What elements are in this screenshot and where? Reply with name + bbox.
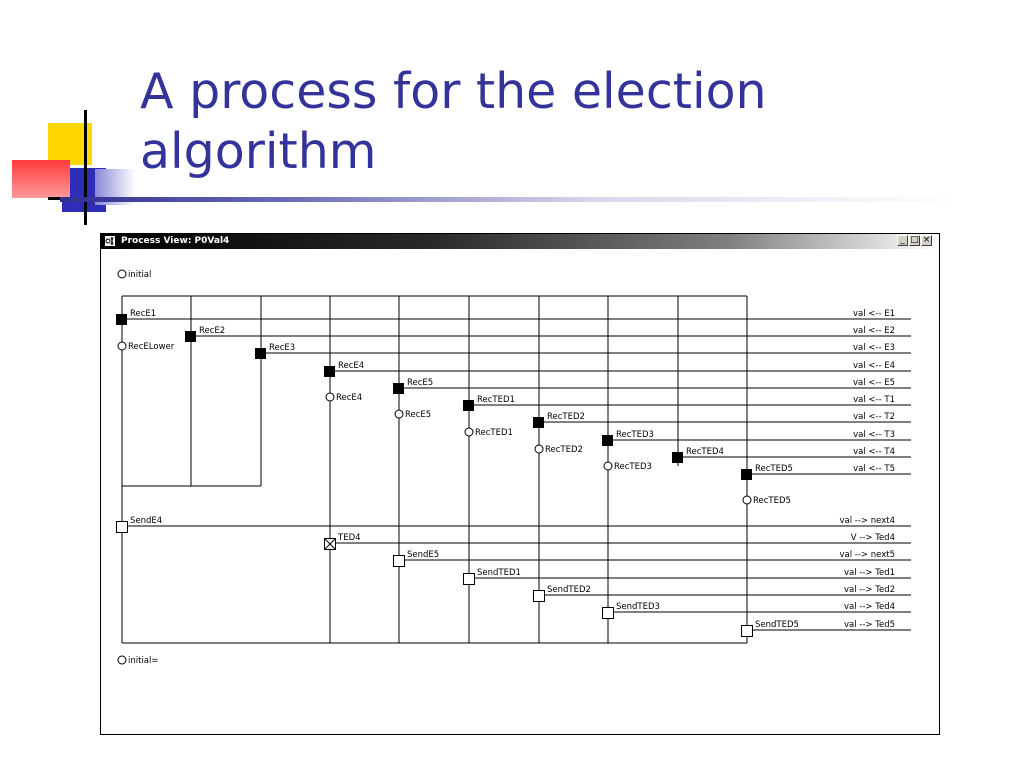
send-node-sendted1[interactable]	[464, 574, 475, 585]
send-action: val --> Ted2	[843, 585, 895, 595]
receive-node-rece5[interactable]	[393, 383, 404, 394]
send-node-sende5[interactable]	[394, 556, 405, 567]
receive-label: RecTED4	[686, 447, 724, 457]
receive-node-rece1[interactable]	[116, 314, 127, 325]
receive-node-rece3[interactable]	[255, 348, 266, 359]
receive-action: val <-- T2	[853, 412, 895, 422]
send-action: val --> Ted1	[843, 568, 895, 578]
receive-label: RecE1	[130, 309, 157, 319]
state-label: RecELower	[128, 342, 175, 352]
receive-node-rected5[interactable]	[741, 469, 752, 480]
receive-action: val <-- T1	[853, 395, 895, 405]
receive-label: RecTED5	[755, 464, 793, 474]
send-node-ted4[interactable]	[325, 539, 336, 550]
receive-label: RecTED1	[477, 395, 515, 405]
send-label: SendTED5	[755, 620, 799, 630]
receive-label: RecE2	[199, 326, 226, 336]
receive-label: RecE4	[338, 361, 365, 371]
maximize-button[interactable]: □	[910, 235, 919, 245]
receive-node-rected4[interactable]	[672, 452, 683, 463]
state-label: RecTED5	[753, 496, 791, 506]
receive-node-rected1[interactable]	[463, 400, 474, 411]
send-label: SendE5	[407, 550, 440, 560]
receive-action: val <-- T3	[853, 430, 895, 440]
receive-label: RecTED3	[616, 430, 654, 440]
state-recelower-node[interactable]	[118, 342, 126, 350]
receive-action: val <-- E1	[852, 309, 895, 319]
send-label: SendE4	[130, 516, 163, 526]
send-label: SendTED1	[477, 568, 521, 578]
state-rece5-node[interactable]	[395, 410, 403, 418]
state-rece4-node[interactable]	[326, 393, 334, 401]
slide-title	[140, 62, 980, 182]
send-node-sendted5[interactable]	[742, 626, 753, 637]
send-label: TED4	[338, 533, 361, 543]
state-initial-eq-node[interactable]	[118, 656, 126, 664]
receive-action: val <-- T4	[853, 447, 895, 457]
receive-action: val <-- E4	[852, 361, 895, 371]
state-initial-node[interactable]	[118, 270, 126, 278]
receive-node-rece4[interactable]	[324, 366, 335, 377]
receive-action: val <-- E2	[852, 326, 895, 336]
state-rected2-node[interactable]	[535, 445, 543, 453]
title-underline	[60, 197, 960, 202]
receive-label: RecTED2	[547, 412, 585, 422]
state-label: RecTED1	[475, 428, 513, 438]
state-label: RecE4	[336, 393, 363, 403]
send-action: val --> Ted4	[843, 602, 895, 612]
receive-action: val <-- E5	[852, 378, 895, 388]
send-action: val --> next4	[839, 516, 895, 526]
state-label: RecTED2	[545, 445, 583, 455]
send-action: val --> Ted5	[843, 620, 895, 630]
send-action: V --> Ted4	[850, 533, 895, 543]
send-node-sendted3[interactable]	[603, 608, 614, 619]
send-action: val --> next5	[839, 550, 895, 560]
send-node-sendted2[interactable]	[534, 591, 545, 602]
send-label: SendTED3	[616, 602, 660, 612]
process-diagram-canvas[interactable]	[101, 234, 939, 734]
receive-node-rected2[interactable]	[533, 417, 544, 428]
state-rected5-node[interactable]	[743, 496, 751, 504]
state-label: RecTED3	[614, 462, 652, 472]
state-rected1-node[interactable]	[465, 428, 473, 436]
receive-label: RecE3	[269, 343, 296, 353]
state-rected3-node[interactable]	[604, 462, 612, 470]
receive-action: val <-- T5	[853, 464, 895, 474]
state-label: RecE5	[405, 410, 432, 420]
state-label: initial	[128, 270, 152, 280]
slide-title-line2: algorithm	[140, 123, 377, 180]
slide-title-line1: A process for the election	[140, 63, 767, 120]
receive-node-rected3[interactable]	[602, 435, 613, 446]
send-node-sende4[interactable]	[117, 522, 128, 533]
minimize-button[interactable]: _	[897, 235, 908, 246]
state-label: initial=	[128, 656, 159, 666]
close-button[interactable]: ×	[922, 235, 931, 245]
process-view-window[interactable]	[100, 233, 940, 735]
slide-corner-decoration	[0, 100, 140, 230]
receive-node-rece2[interactable]	[185, 331, 196, 342]
receive-label: RecE5	[407, 378, 434, 388]
window-title: Process View: P0Val4	[121, 236, 230, 246]
receive-action: val <-- E3	[852, 343, 895, 353]
send-label: SendTED2	[547, 585, 591, 595]
